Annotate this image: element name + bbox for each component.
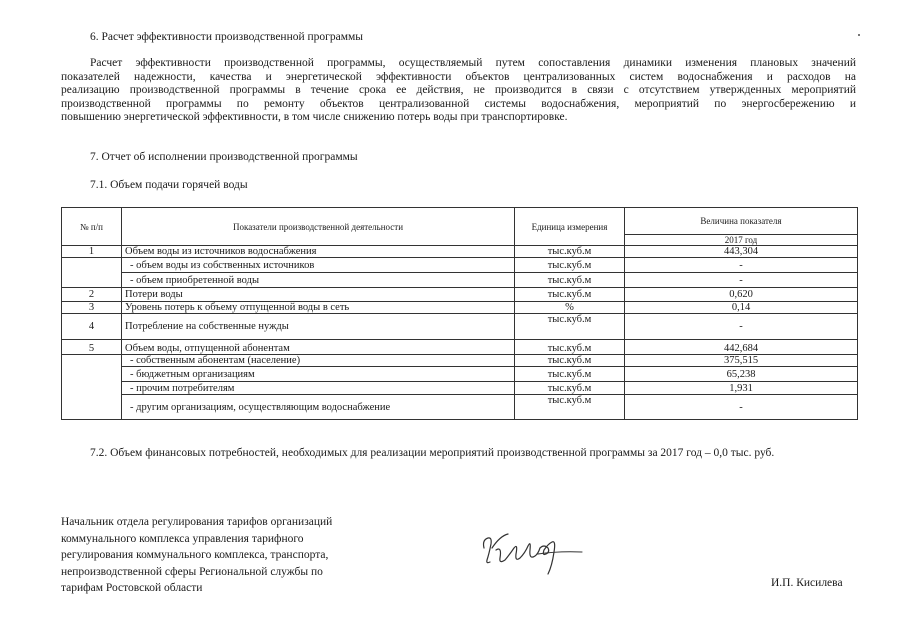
cell-value: 0,14 bbox=[625, 302, 858, 314]
scan-speck bbox=[858, 34, 860, 36]
cell-value: - bbox=[625, 258, 858, 273]
section-6-paragraph bbox=[61, 57, 856, 125]
cell-value: 65,238 bbox=[625, 367, 858, 382]
cell-unit: тыс.куб.м bbox=[515, 246, 625, 258]
header-value: Величина показателя bbox=[625, 208, 858, 235]
cell-value: 0,620 bbox=[625, 288, 858, 302]
handwritten-signature bbox=[478, 518, 588, 578]
section-7-heading: 7. Отчет об исполнении производственной программы bbox=[90, 151, 358, 163]
table-row bbox=[62, 395, 858, 420]
cell-unit: тыс.куб.м bbox=[515, 258, 625, 273]
cell-value: - bbox=[625, 273, 858, 288]
cell-indicator: - объем воды из собственных источников bbox=[122, 258, 515, 273]
section-7-2-text: 7.2. Объем финансовых потребностей, необходимых для реализации мероприятий производственной программы за 2017 год – 0,0 тыс. руб. bbox=[90, 447, 775, 459]
cell-num bbox=[62, 355, 122, 420]
cell-indicator: - бюджетным организациям bbox=[122, 367, 515, 382]
signer-name: И.П. Кисилева bbox=[771, 577, 843, 589]
table-row bbox=[62, 314, 858, 340]
cell-value: 375,515 bbox=[625, 355, 858, 367]
table-row bbox=[62, 258, 858, 273]
cell-unit: тыс.куб.м bbox=[515, 355, 625, 367]
cell-num bbox=[62, 258, 122, 288]
table-header-row bbox=[62, 208, 858, 235]
paragraph-line: производственной программы по ремонту объектов централизованной системы водоснабжения, мероприятий по энергосбережению и bbox=[61, 97, 856, 110]
cell-value: 1,931 bbox=[625, 382, 858, 395]
position-line: Начальник отдела регулирования тарифов организаций bbox=[61, 516, 333, 528]
paragraph-line: реализацию производственной программы в течение срока ее действия, не производится в связи с отсутствием утвержденных мероприятий bbox=[61, 84, 856, 97]
cell-indicator: Уровень потерь к объему отпущенной воды в сеть bbox=[122, 302, 515, 314]
cell-unit: тыс.куб.м bbox=[515, 395, 625, 420]
position-line: тарифам Ростовской области bbox=[61, 582, 203, 594]
paragraph-line: показателей надежности, качества и энергетической эффективности объектов централизованных систем водоснабжения и расходов на bbox=[61, 70, 856, 83]
signatory-position bbox=[61, 514, 381, 597]
cell-indicator: Потери воды bbox=[122, 288, 515, 302]
position-line: регулирования коммунального комплекса, транспорта, bbox=[61, 549, 329, 561]
cell-value: - bbox=[625, 314, 858, 340]
cell-value: 443,304 bbox=[625, 246, 858, 258]
table-row bbox=[62, 340, 858, 355]
cell-num: 2 bbox=[62, 288, 122, 302]
cell-indicator: Потребление на собственные нужды bbox=[122, 314, 515, 340]
cell-num: 5 bbox=[62, 340, 122, 355]
position-line: непроизводственной сферы Региональной службы по bbox=[61, 565, 323, 578]
cell-num: 4 bbox=[62, 314, 122, 340]
table-row bbox=[62, 246, 858, 258]
cell-indicator: Объем воды из источников водоснабжения bbox=[122, 246, 515, 258]
cell-indicator: - прочим потребителям bbox=[122, 382, 515, 395]
table-row bbox=[62, 355, 858, 367]
table-row bbox=[62, 302, 858, 314]
cell-indicator: - объем приобретенной воды bbox=[122, 273, 515, 288]
cell-num: 3 bbox=[62, 302, 122, 314]
paragraph-line: повышению энергетической эффективности, в том числе снижению потерь воды при транспортировке. bbox=[61, 111, 568, 124]
header-year: 2017 год bbox=[625, 235, 858, 246]
cell-indicator: - другим организациям, осуществляющим водоснабжение bbox=[122, 395, 515, 420]
cell-value: 442,684 bbox=[625, 340, 858, 355]
table-row bbox=[62, 288, 858, 302]
cell-indicator: Объем воды, отпущенной абонентам bbox=[122, 340, 515, 355]
position-line: коммунального комплекса управления тарифного bbox=[61, 532, 304, 545]
cell-unit: тыс.куб.м bbox=[515, 273, 625, 288]
table-row bbox=[62, 382, 858, 395]
paragraph-line: Расчет эффективности производственной программы, осуществляемый путем сопоставления динамики изменения плановых значений bbox=[90, 57, 856, 69]
cell-num: 1 bbox=[62, 246, 122, 258]
header-num: № п/п bbox=[62, 208, 122, 246]
cell-unit: тыс.куб.м bbox=[515, 367, 625, 382]
section-7-1-heading: 7.1. Объем подачи горячей воды bbox=[90, 179, 248, 191]
cell-unit: тыс.куб.м bbox=[515, 340, 625, 355]
section-6-heading: 6. Расчет эффективности производственной программы bbox=[90, 31, 364, 43]
cell-unit: тыс.куб.м bbox=[515, 314, 625, 340]
cell-value: - bbox=[625, 395, 858, 420]
cell-unit: тыс.куб.м bbox=[515, 382, 625, 395]
cell-indicator: - собственным абонентам (население) bbox=[122, 355, 515, 367]
header-indicator: Показатели производственной деятельности bbox=[122, 208, 515, 246]
hot-water-supply-table bbox=[61, 207, 858, 420]
cell-unit: тыс.куб.м bbox=[515, 288, 625, 302]
table-row bbox=[62, 367, 858, 382]
table-row bbox=[62, 273, 858, 288]
header-unit: Единица измерения bbox=[515, 208, 625, 246]
cell-unit: % bbox=[515, 302, 625, 314]
